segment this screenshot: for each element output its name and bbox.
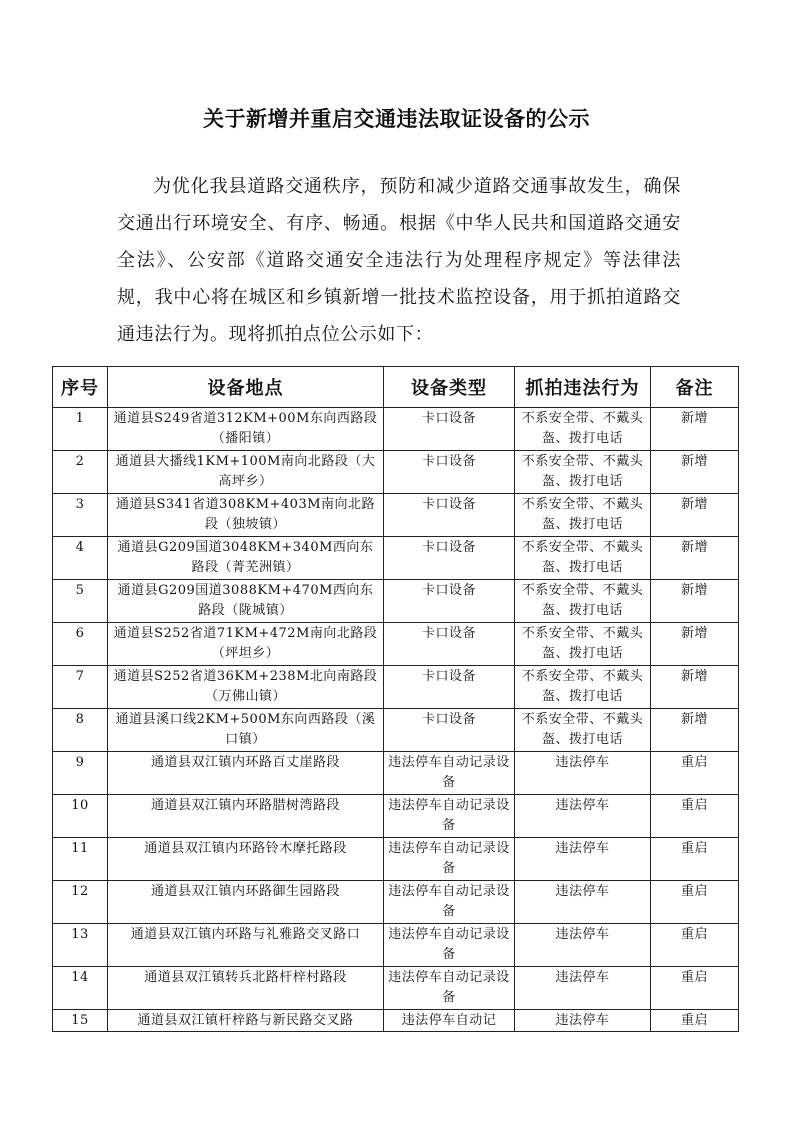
row-location: 通道县双江镇转兵北路杆梓村路段 bbox=[108, 967, 384, 1010]
table-row bbox=[53, 623, 739, 666]
row-device-type: 违法停车自动记录设备 bbox=[384, 838, 515, 881]
table-row bbox=[53, 1010, 739, 1032]
table-header bbox=[53, 367, 739, 408]
table-row bbox=[53, 451, 739, 494]
row-number: 11 bbox=[53, 838, 108, 881]
row-device-type: 卡口设备 bbox=[384, 451, 515, 494]
row-device-type: 卡口设备 bbox=[384, 666, 515, 709]
header-device-type: 设备类型 bbox=[384, 367, 515, 408]
row-note: 新增 bbox=[651, 408, 739, 451]
row-number: 7 bbox=[53, 666, 108, 709]
intro-paragraph bbox=[117, 168, 681, 353]
table-row bbox=[53, 408, 739, 451]
row-location: 通道县双江镇内环路与礼雅路交叉路口 bbox=[108, 924, 384, 967]
header-violation: 抓拍违法行为 bbox=[515, 367, 651, 408]
row-note: 新增 bbox=[651, 623, 739, 666]
row-violation: 不系安全带、不戴头盔、拨打电话 bbox=[515, 494, 651, 537]
intro-text: 为优化我县道路交通秩序，预防和减少道路交通事故发生，确保交通出行环境安全、有序、畅通。根据《中华人民共和国道路交通安全法》、公安部《道路交通安全违法行为处理程序规定》等法律法规，我中心将在城区和乡镇新增一批技术监控设备，用于抓拍道路交通违法行为。现将抓拍点位公示如下： bbox=[117, 176, 681, 345]
row-note: 重启 bbox=[651, 752, 739, 795]
row-violation: 不系安全带、不戴头盔、拨打电话 bbox=[515, 623, 651, 666]
row-violation: 违法停车 bbox=[515, 881, 651, 924]
row-note: 新增 bbox=[651, 709, 739, 752]
table-row bbox=[53, 537, 739, 580]
document-title: 关于新增并重启交通违法取证设备的公示 bbox=[203, 106, 590, 131]
row-location: 通道县S252省道71KM+472M南向北路段（坪坦乡） bbox=[108, 623, 384, 666]
row-violation: 不系安全带、不戴头盔、拨打电话 bbox=[515, 451, 651, 494]
table-body bbox=[53, 408, 739, 1032]
row-device-type: 卡口设备 bbox=[384, 537, 515, 580]
table-row bbox=[53, 666, 739, 709]
row-device-type: 卡口设备 bbox=[384, 623, 515, 666]
row-device-type: 违法停车自动记录设备 bbox=[384, 752, 515, 795]
row-location: 通道县大播线1KM+100M南向北路段（大高坪乡） bbox=[108, 451, 384, 494]
row-note: 重启 bbox=[651, 881, 739, 924]
row-device-type: 违法停车自动记录设备 bbox=[384, 881, 515, 924]
camera-locations-table bbox=[52, 366, 739, 1032]
row-device-type: 违法停车自动记录设备 bbox=[384, 924, 515, 967]
table-row bbox=[53, 580, 739, 623]
row-violation: 违法停车 bbox=[515, 838, 651, 881]
row-device-type: 卡口设备 bbox=[384, 408, 515, 451]
row-location: 通道县双江镇内环路百丈崖路段 bbox=[108, 752, 384, 795]
row-location: 通道县S252省道36KM+238M北向南路段（万佛山镇） bbox=[108, 666, 384, 709]
row-note: 新增 bbox=[651, 666, 739, 709]
row-number: 14 bbox=[53, 967, 108, 1010]
row-violation: 违法停车 bbox=[515, 924, 651, 967]
row-number: 9 bbox=[53, 752, 108, 795]
row-location: 通道县S341省道308KM+403M南向北路段（独坡镇） bbox=[108, 494, 384, 537]
table-row bbox=[53, 494, 739, 537]
row-device-type: 卡口设备 bbox=[384, 580, 515, 623]
row-location: 通道县G209国道3048KM+340M西向东路段（菁芜洲镇） bbox=[108, 537, 384, 580]
row-device-type: 违法停车自动记 bbox=[384, 1010, 515, 1032]
table-header-row bbox=[53, 367, 739, 408]
row-note: 新增 bbox=[651, 494, 739, 537]
row-number: 15 bbox=[53, 1010, 108, 1032]
header-location: 设备地点 bbox=[108, 367, 384, 408]
row-number: 4 bbox=[53, 537, 108, 580]
row-violation: 不系安全带、不戴头盔、拨打电话 bbox=[515, 408, 651, 451]
header-no: 序号 bbox=[53, 367, 108, 408]
table-row bbox=[53, 752, 739, 795]
row-note: 重启 bbox=[651, 967, 739, 1010]
table-row bbox=[53, 967, 739, 1010]
row-number: 2 bbox=[53, 451, 108, 494]
row-violation: 不系安全带、不戴头盔、拨打电话 bbox=[515, 580, 651, 623]
row-note: 重启 bbox=[651, 924, 739, 967]
row-device-type: 卡口设备 bbox=[384, 709, 515, 752]
row-device-type: 违法停车自动记录设备 bbox=[384, 795, 515, 838]
row-location: 通道县双江镇内环路御生园路段 bbox=[108, 881, 384, 924]
row-note: 新增 bbox=[651, 451, 739, 494]
row-note: 新增 bbox=[651, 537, 739, 580]
row-note: 重启 bbox=[651, 838, 739, 881]
row-device-type: 违法停车自动记录设备 bbox=[384, 967, 515, 1010]
row-location: 通道县双江镇内环路铃木摩托路段 bbox=[108, 838, 384, 881]
row-number: 5 bbox=[53, 580, 108, 623]
row-note: 新增 bbox=[651, 580, 739, 623]
table-row bbox=[53, 924, 739, 967]
row-number: 12 bbox=[53, 881, 108, 924]
row-location: 通道县双江镇内环路腊树湾路段 bbox=[108, 795, 384, 838]
row-violation: 不系安全带、不戴头盔、拨打电话 bbox=[515, 537, 651, 580]
row-violation: 不系安全带、不戴头盔、拨打电话 bbox=[515, 666, 651, 709]
row-number: 10 bbox=[53, 795, 108, 838]
row-device-type: 卡口设备 bbox=[384, 494, 515, 537]
table-row bbox=[53, 881, 739, 924]
table-row bbox=[53, 838, 739, 881]
row-number: 1 bbox=[53, 408, 108, 451]
row-violation: 违法停车 bbox=[515, 795, 651, 838]
row-location: 通道县G209国道3088KM+470M西向东路段（陇城镇） bbox=[108, 580, 384, 623]
row-number: 6 bbox=[53, 623, 108, 666]
table-row bbox=[53, 709, 739, 752]
row-number: 8 bbox=[53, 709, 108, 752]
row-note: 重启 bbox=[651, 795, 739, 838]
row-violation: 违法停车 bbox=[515, 967, 651, 1010]
row-violation: 不系安全带、不戴头盔、拨打电话 bbox=[515, 709, 651, 752]
row-location: 通道县双江镇杆梓路与新民路交叉路 bbox=[108, 1010, 384, 1032]
row-violation: 违法停车 bbox=[515, 1010, 651, 1032]
row-location: 通道县S249省道312KM+00M东向西路段（播阳镇） bbox=[108, 408, 384, 451]
row-number: 13 bbox=[53, 924, 108, 967]
row-location: 通道县溪口线2KM+500M东向西路段（溪口镇） bbox=[108, 709, 384, 752]
row-number: 3 bbox=[53, 494, 108, 537]
table-row bbox=[53, 795, 739, 838]
row-note: 重启 bbox=[651, 1010, 739, 1032]
row-violation: 违法停车 bbox=[515, 752, 651, 795]
header-note: 备注 bbox=[651, 367, 739, 408]
